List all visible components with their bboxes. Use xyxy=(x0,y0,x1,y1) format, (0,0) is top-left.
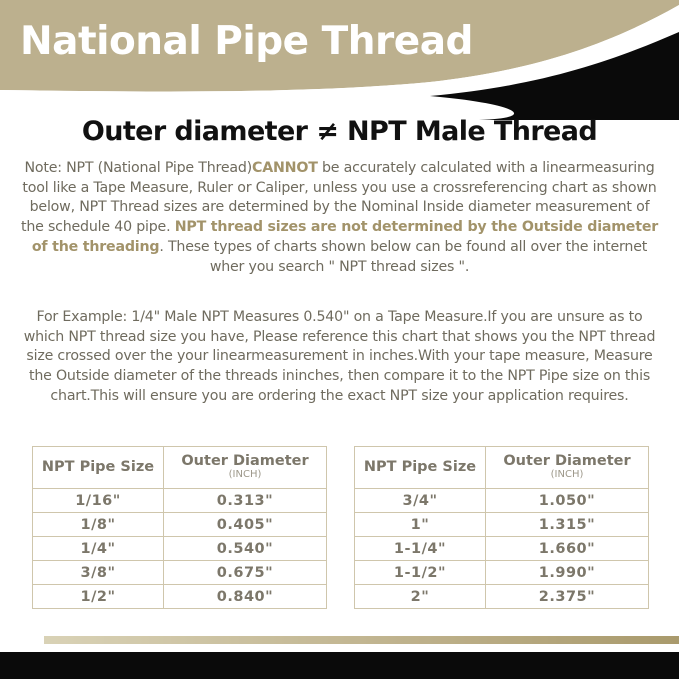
footer-band xyxy=(0,652,679,679)
table-row xyxy=(355,561,649,585)
table-header-row xyxy=(33,447,327,489)
table-row xyxy=(33,561,327,585)
unit-label: (INCH) xyxy=(550,469,584,480)
cell-pipe-size: 1-1/2" xyxy=(355,561,486,585)
headline: Outer diameter ≠ NPT Male Thread xyxy=(81,116,598,147)
cell-pipe-size: 2" xyxy=(355,585,486,609)
col-header-outer-diameter: Outer Diameter (INCH) xyxy=(164,447,327,489)
table-row xyxy=(33,585,327,609)
cell-pipe-size: 3/8" xyxy=(33,561,164,585)
table-row xyxy=(33,537,327,561)
col-header-pipe-size: NPT Pipe Size xyxy=(355,447,486,489)
table-row xyxy=(355,585,649,609)
table-row xyxy=(355,489,649,513)
cell-pipe-size: 1/2" xyxy=(33,585,164,609)
cell-outer-diameter: 0.313" xyxy=(164,489,327,513)
cell-outer-diameter: 2.375" xyxy=(486,585,649,609)
cell-outer-diameter: 1.990" xyxy=(486,561,649,585)
table-row xyxy=(355,513,649,537)
cell-pipe-size: 1/4" xyxy=(33,537,164,561)
col-header-outer-diameter: Outer Diameter (INCH) xyxy=(486,447,649,489)
npt-size-table-left xyxy=(32,446,327,609)
table-header-row xyxy=(355,447,649,489)
example-paragraph: For Example: 1/4" Male NPT Measures 0.540" on a Tape Measure.If you are unsure as to which NPT thread size you have, Please reference this chart that shows you the NPT thread size crossed over the your linearmeasurement in inches.With your tape measure, Measure the Outside diameter of the threads ininches, then compare it to the NPT Pipe size on this chart.This will ensure you are ordering the exact NPT size your application requires. xyxy=(23,309,656,404)
cell-outer-diameter: 0.675" xyxy=(164,561,327,585)
cell-outer-diameter: 1.315" xyxy=(486,513,649,537)
cell-outer-diameter: 0.540" xyxy=(164,537,327,561)
cell-pipe-size: 3/4" xyxy=(355,489,486,513)
cell-outer-diameter: 0.840" xyxy=(164,585,327,609)
note-paragraph: Note: NPT (National Pipe Thread)CANNOT be accurately calculated with a linearmeasuring tool like a Tape Measure, Ruler or Caliper, unless you use a crossreferencing chart as shown below, NPT Thread sizes are determined by the Nominal Inside diameter measurement of the schedule 40 pipe. NPT thread sizes are not determined by the Outside diameter of the threading. These types of charts shown below can be found all over the internet wher you search " NPT thread sizes ". xyxy=(20,160,659,275)
cell-outer-diameter: 1.660" xyxy=(486,537,649,561)
cell-pipe-size: 1/16" xyxy=(33,489,164,513)
cell-outer-diameter: 1.050" xyxy=(486,489,649,513)
page-title: National Pipe Thread xyxy=(20,19,473,64)
table-row xyxy=(33,513,327,537)
cell-pipe-size: 1-1/4" xyxy=(355,537,486,561)
col-header-pipe-size: NPT Pipe Size xyxy=(33,447,164,489)
divider-bar xyxy=(44,636,679,644)
cell-pipe-size: 1" xyxy=(355,513,486,537)
table-row xyxy=(33,489,327,513)
npt-size-table-right xyxy=(354,446,649,609)
cell-pipe-size: 1/8" xyxy=(33,513,164,537)
cell-outer-diameter: 0.405" xyxy=(164,513,327,537)
table-row xyxy=(355,537,649,561)
unit-label: (INCH) xyxy=(228,469,262,480)
